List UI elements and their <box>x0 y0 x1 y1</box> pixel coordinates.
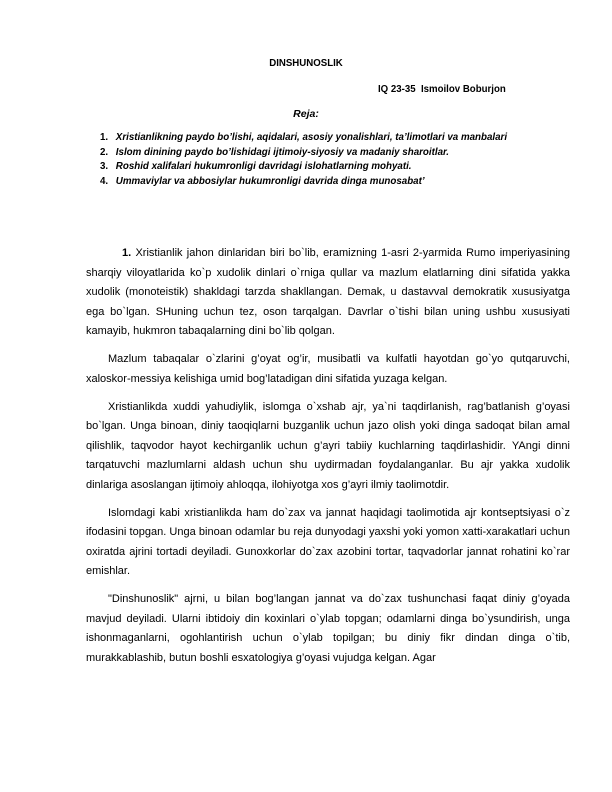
paragraph <box>86 504 570 582</box>
plan-item-number: 1. <box>100 131 109 143</box>
plan-item-text: Ummaviylar va abbosiylar hukumronligi davrida dinga munosabat’ <box>115 174 425 187</box>
paragraph-text: Mazlum tabaqalar o`zlarini g’oyat og’ir, musibatli va kulfatli hayotdan go`yo qutqaruvchi, xaloskor-messiya kelishiga umid bog’latadigan dini sifatida yuzaga kelgan. <box>86 353 570 385</box>
section-number: 1. <box>122 247 132 259</box>
paragraph-text: Xristianlikda xuddi yahudiylik, islomga o`xshab ajr, ya`ni taqdirlanish, rag’batlanish g’oyasi bo`lgan. Unga binoan, diniy taoqiqlarni buzganlik uchun jazo olish yoki dinga sadoqat bilan amal qilishlik, taqvodor hayot kechirganlik uchun g’ayri tabiiy kuchlarning taqdirlashidir. YAngi dinni tarqatuvchi mazlumlarni aldash uchun shu uydirmadan foydalanganlar. Bu ajr yakka xudolik dinlariga asoslangan ijtimoiy ahloqqa, ilohiyotga xos g’ayri ilmiy taolimotdir. <box>86 400 570 491</box>
document-title: DINSHUNOSLIK <box>269 57 343 69</box>
plan-item <box>100 159 509 174</box>
plan-item-text: Xristianlikning paydo bo’lishi, aqidalari, asosiy yonalishlari, ta’limotlari va manbalari <box>115 131 508 143</box>
paragraph <box>86 244 570 342</box>
plan-item-number: 2. <box>100 145 109 158</box>
author-line: IQ 23-35 Ismoilov Boburjon <box>378 83 506 95</box>
paragraph <box>86 398 570 496</box>
body-text <box>86 244 570 677</box>
paragraph <box>86 590 570 668</box>
plan-item <box>100 174 509 189</box>
plan-heading: Reja: <box>293 108 319 120</box>
plan-item-number: 3. <box>100 160 109 172</box>
plan-item <box>100 130 509 145</box>
paragraph-text: Islomdagi kabi xristianlikda ham do`zax va jannat haqidagi taolimotida ajr kontseptsiyasi o`z ifodasini topgan. Unga binoan odamlar bu reja dunyodagi yaxshi yoki yomon xatti-xarakatlari uchun oxiratda ajrini tortadi deyiladi. Gunoxkorlar do`zax azobini tortar, taqvadorlar jannat rohatini ko`rar emishlar. <box>86 506 570 577</box>
plan-item-text: Islom dinining paydo bo’lishidagi ijtimoiy-siyosiy va madaniy sharoitlar. <box>115 145 449 158</box>
plan-item-number: 4. <box>100 174 109 187</box>
paragraph-text: "Dinshunoslik" ajrni, u bilan bog’langan jannat va do`zax tushunchasi faqat diniy g’oyada mavjud deyiladi. Ularni ibtidoiy din koxinlari o`ylab topgan; odamlarni dinga bo`ysundirish, unga ishonmaganlarni, ogohlantirish uchun o`ylab topilgan; bu diniy fikr dindan dinga o`tib, murakkablashib, butun boshli esxatologiya g’oyasi vujudga kelgan. Agar <box>86 593 570 664</box>
plan-item-text: Roshid xalifalari hukumronligi davridagi islohatlarning mohyati. <box>115 160 412 172</box>
plan-list <box>100 130 540 188</box>
plan-item <box>100 145 509 160</box>
paragraph-text: Xristianlik jahon dinlaridan biri bo`lib, eramizning 1-asri 2-yarmida Rumo imperiyasining sharqiy viloyatlarida ko`p xudolik dinlari o`rniga qullar va mazlum elatlarning dini sifatida yakka xudolik (monoteistik) shakldagi tarzda shakllangan. Demak, u dastavval demokratik xususiyatga ega bo`lgan. SHuning uchun tez, oson tarqalgan. Davrlar o`tishi bilan uning ushbu xususiyati kamayib, hukmron tabaqalarning dini bo`lib qolgan. <box>86 247 570 337</box>
paragraph <box>86 350 570 389</box>
